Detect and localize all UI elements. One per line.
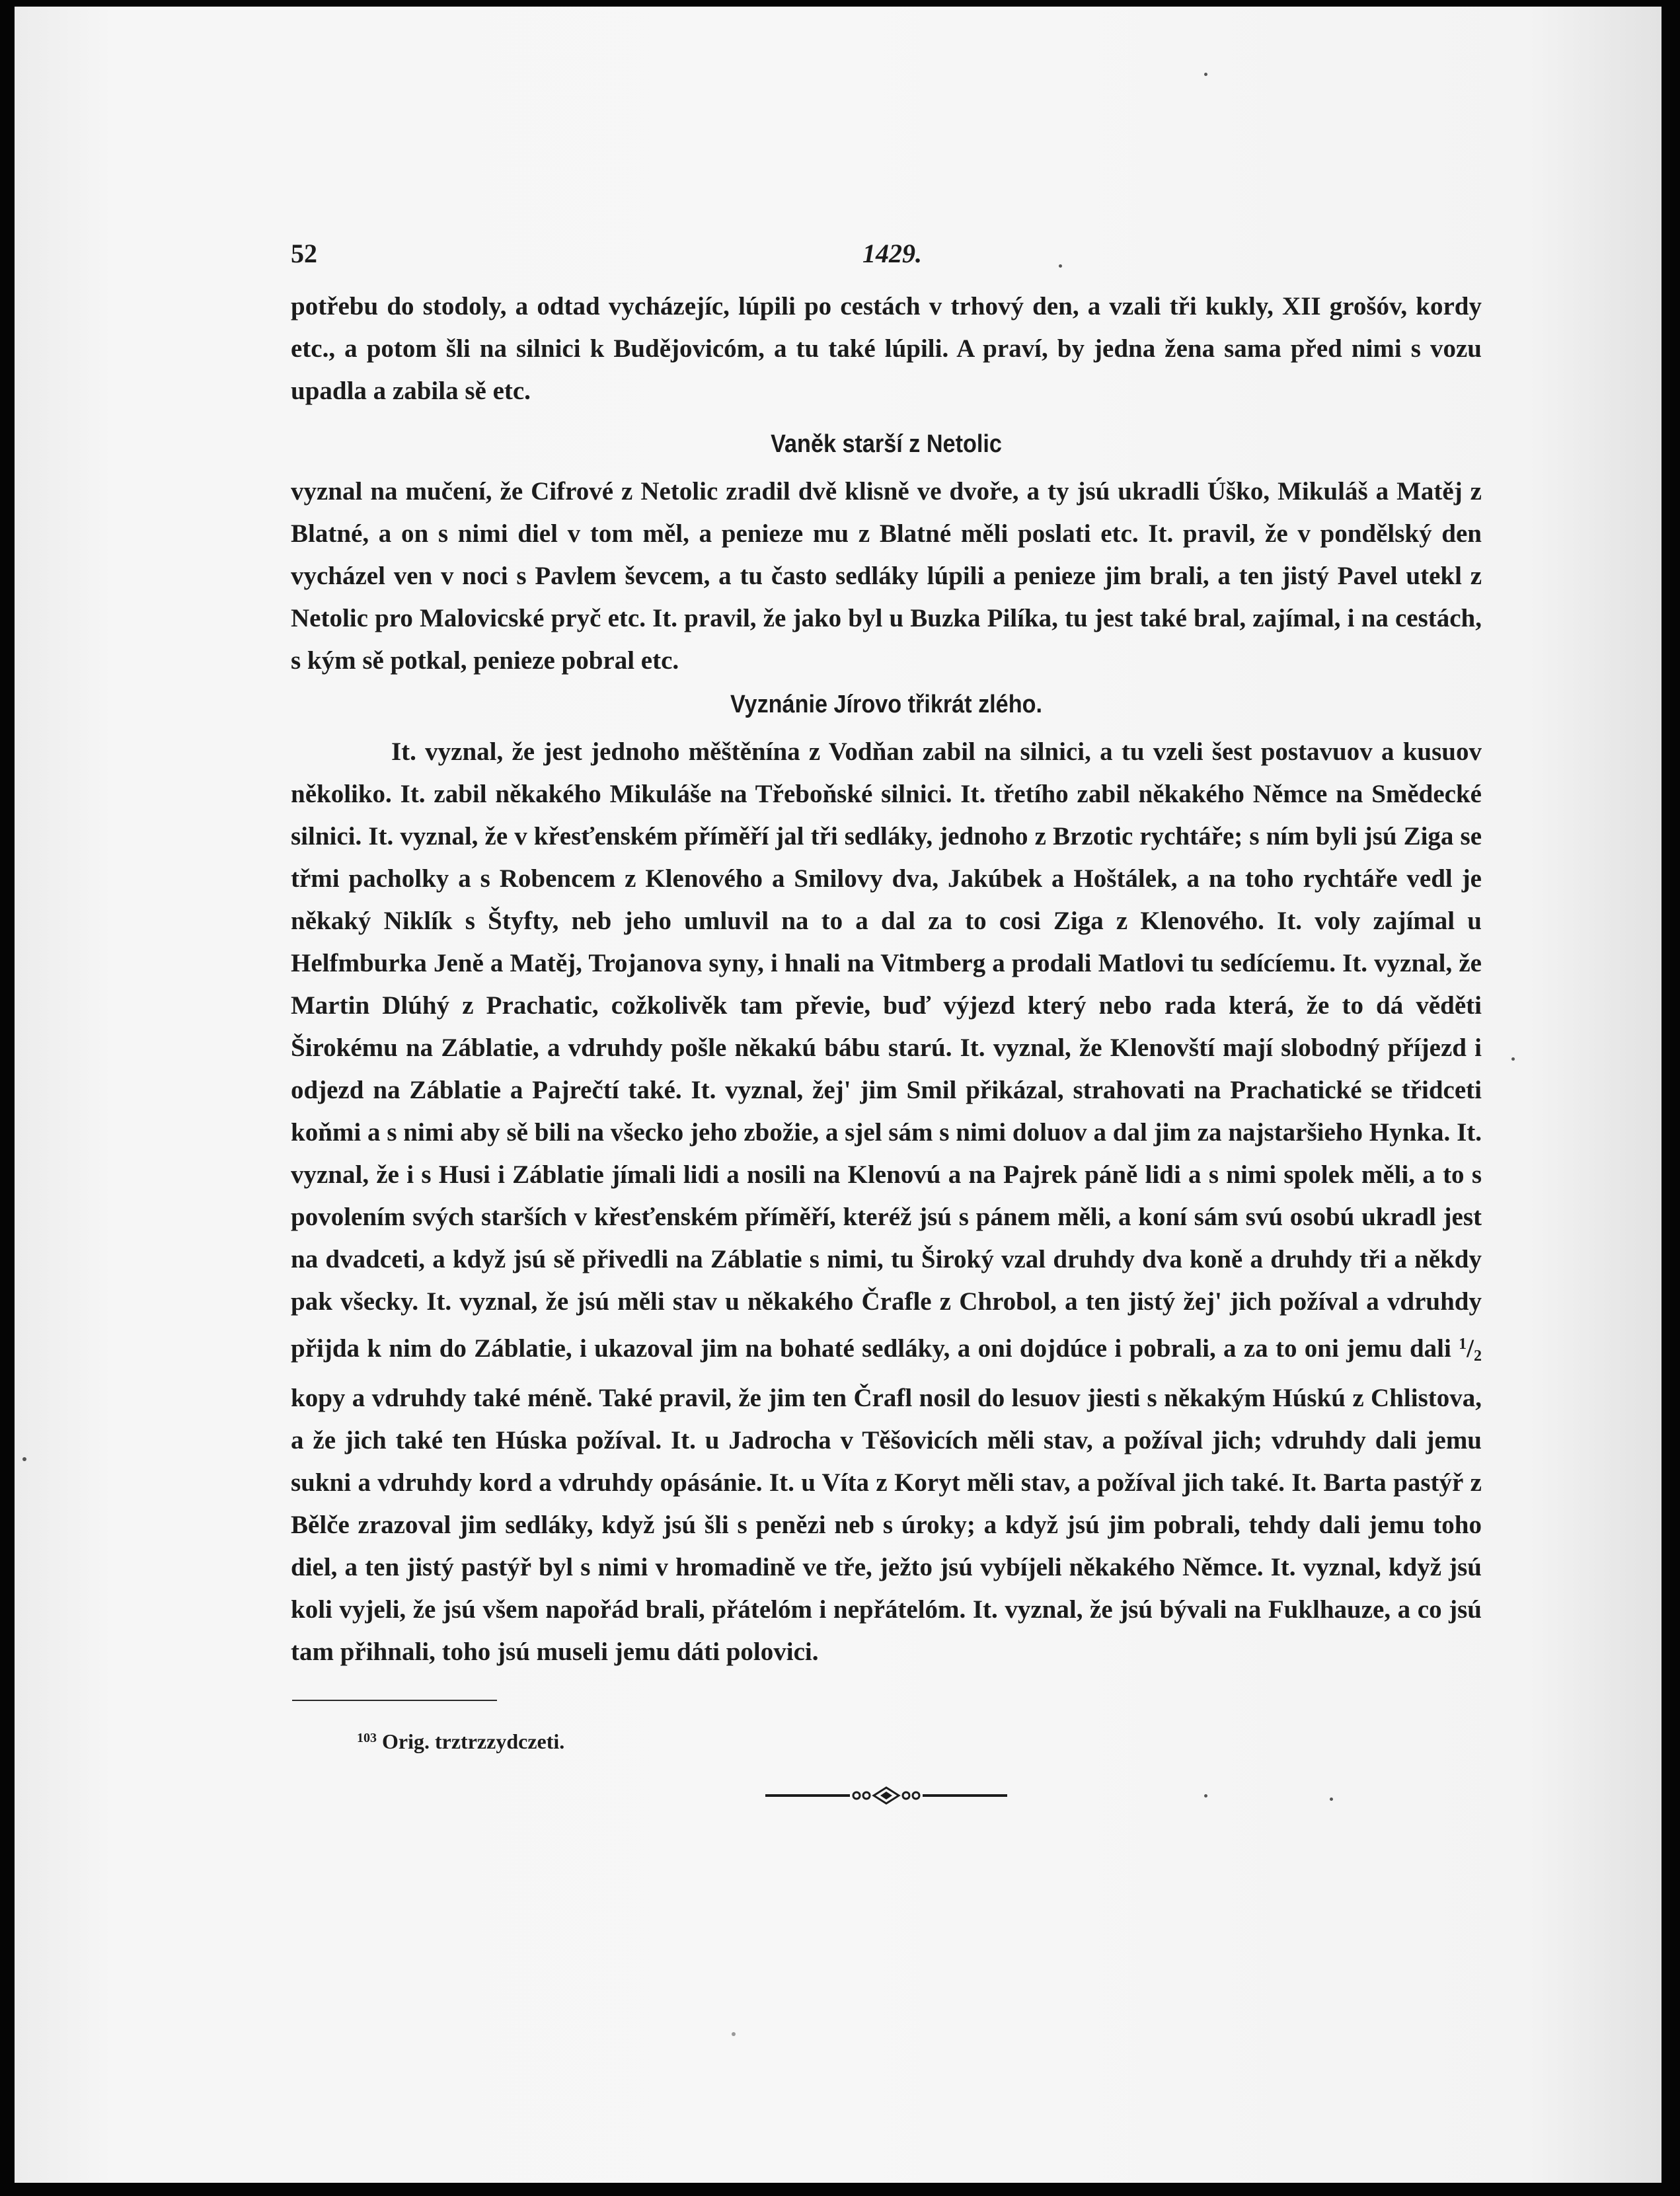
footnote-marker: 103: [357, 1731, 377, 1745]
ornamental-divider-icon: [764, 1782, 1009, 1809]
paragraph-jira-part1: It. vyznal, že jest jednoho měštěnína z Vodňan zabil na silnici, a tu vzeli šest postavuov a kusuov několiko. It. zabil někakého Mikuláše na Třeboňské silnici. It. třetího zabil někakého Němce na Smědecké silnici. It. vyznal, že v křesťenském příměří jal tři sedláky, jednoho z Brzotic rychtáře; s ním byli jsú Ziga se třmi pacholky a s Robencem z Klenového a Smilovy dva, Jakúbek a Hoštálek, a na toho rychtáře vedl je někaký Niklík s Štyfty, neb jeho umluvil na to a dal za to cosi Ziga z Klenového. It. voly zajímal u Helfmburka Jeně a Matěj, Trojanova syny, i hnali na Vitmberg a prodali Matlovi tu sedícíemu. It. vyznal, že Martin Dlúhý z Prachatic, cožkolivěk tam převie, buď výjezd který nebo rada která, že to dá věděti Širokému na Záblatie, a vdruhdy pošle někakú bábu starú. It. vyznal, že Klenovští mají slobodný příjezd i odjezd na Záblatie a Pajrečtí také. It. vyznal, žej' jim Smil přikázal, strahovati na Prachatické se třidceti koňmi a s nimi aby sě bili na všecko jeho zbožie, a sjel sám s nimi doluov a dal jim za najstaršieho Hynka. It. vyznal, že i s Husi i Záblatie jímali lidi a nosili na Klenovú a na Pajrek páně lidi a s nimi spolek měli, a to s povolením svých starších v křesťenském příměří, kteréž jsú s pánem měli, a koní sám svú osobú ukradl jest na dvadceti, a když jsú sě přivedli na Záblatie s nimi, tu Široký vzal druhdy dva koně a druhdy tři a někdy pak všecky. It. vyznal, že jsú měli stav u někakého Črafle z Chrobol, a ten jistý žej' jich požíval a vdruhdy přijda k nim do Záblatie, i ukazoval jim na bohaté sedláky, a oni dojdúce i pobrali, a za to oni jemu dali: [291, 738, 1482, 1363]
paragraph-vanek: vyznal na mučení, že Cifrové z Netolic zradil dvě klisně ve dvoře, a ty jsú ukradli Úško, Mikuláš a Matěj z Blatné, a on s nimi diel v tom měl, a penieze mu z Blatné měli poslati etc. It. pravil, že v pondělský den vycházel ven v noci s Pavlem ševcem, a tu často sedláky lúpili a penieze jim brali, a ten jistý Pavel utekl z Netolic pro Malovicské pryč etc. It. pravil, že jako byl u Buzka Pilíka, tu jest také bral, zajímal, i na cestách, s kým sě potkal, penieze pobral etc.: [291, 477, 1482, 675]
paragraph-intro: potřebu do stodoly, a odtad vycházejíc, lúpili po cestách v trhový den, a vzali tři kukly, XII grošóv, kordy etc., a potom šli na silnici k Budějovicóm, a tu také lúpili. A praví, by jedna žena sama před nimi s vozu upadla a zabila sě etc.: [291, 292, 1482, 405]
paragraph-jira-part2: kopy a vdruhdy také méně. Také pravil, že jim ten Črafl nosil do lesuov jiesti s někakým Húskú z Chlistova, a že jich také ten Húska požíval. It. u Jadrocha v Těšovicích měli stav, a požíval jich; vdruhdy dali jemu sukni a vdruhdy kord a vdruhdy opásánie. It. u Víta z Koryt měli stav, a požíval jich také. It. Barta pastýř z Bělče zrazoval jim sedláky, když jsú šli s penězi neb s úroky; a když jsú jim pobrali, tehdy dali jemu toho diel, a ten jistý pastýř byl s nimi v hromadině ve tře, ježto jsú vybíjeli někakého Němce. It. vyznal, když jsú koli vyjeli, že jsú všem napořád brali, přátelóm i nepřátelóm. It. vyznal, že jsú bývali na Fuklhauze, a co jsú tam přihnali, toho jsú museli jemu dáti polovici.: [291, 1384, 1482, 1666]
footnote-rule: [292, 1700, 497, 1701]
fraction-numerator: 1: [1459, 1336, 1467, 1353]
heading-jira: Vyznánie Jírovo třikrát zlého.: [730, 691, 1042, 718]
scan-speck: [1204, 73, 1207, 76]
footnote: [357, 1725, 1482, 1755]
fraction-half: $^1/_2$: [1459, 1334, 1482, 1365]
ornament-svg: [764, 1782, 1009, 1809]
paragraph-jira: [291, 731, 1482, 1673]
footnote-text: Orig. trztrzzydczeti.: [382, 1729, 565, 1753]
heading-vanek: Vaněk starší z Netolic: [771, 430, 1002, 458]
book-page: [15, 7, 1661, 2183]
page-header: [291, 238, 1482, 278]
fraction-denominator: 2: [1474, 1347, 1482, 1365]
scan-speck: [732, 2032, 736, 2036]
page-text: [291, 238, 1482, 1809]
scan-speck: [1511, 1057, 1515, 1061]
running-title: 1429.: [862, 239, 922, 268]
scan-speck: [22, 1457, 26, 1461]
page-number: 52: [291, 239, 317, 268]
